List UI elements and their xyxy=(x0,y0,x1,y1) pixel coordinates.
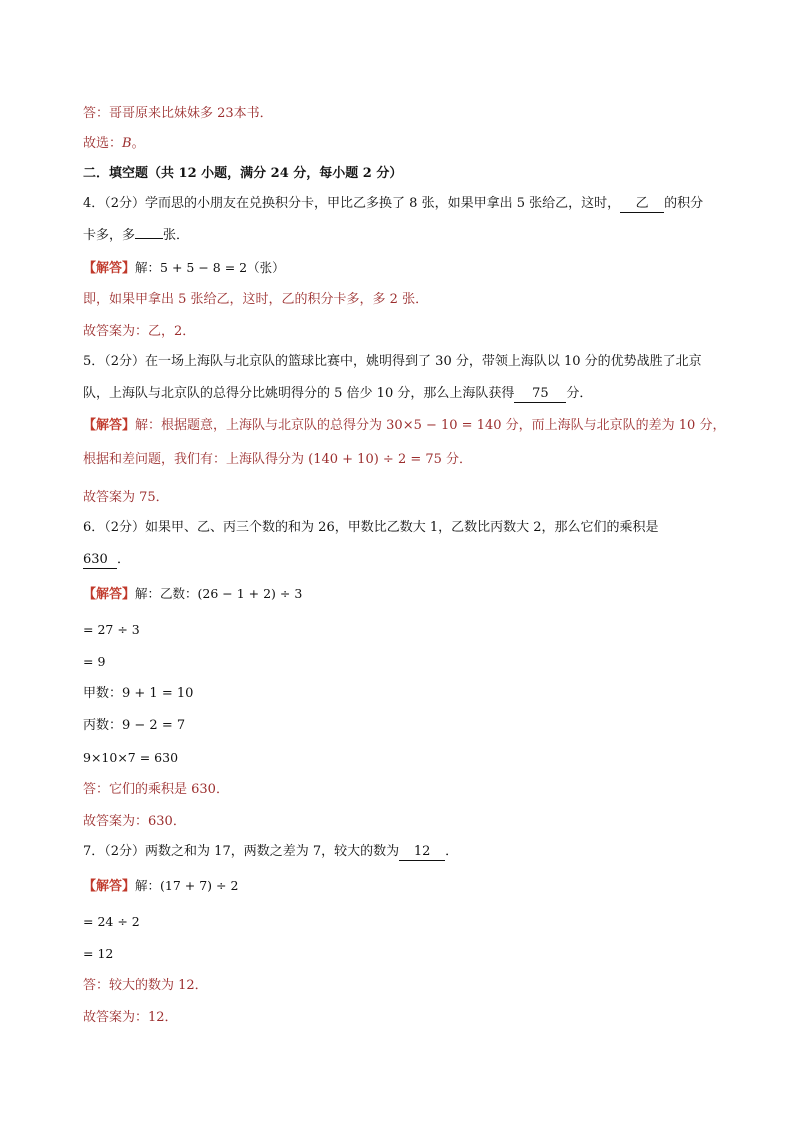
q6-answer: 故答案为：630． xyxy=(83,814,186,829)
q5-solution-line2: 根据和差问题，我们有：上海队得分为 (140 + 10) ÷ 2 = 75 分． xyxy=(83,452,473,467)
q6-blank: 630 xyxy=(83,551,117,569)
solution-tag: 【解答】 xyxy=(83,261,136,276)
q4-text-d: 张． xyxy=(163,228,190,243)
q7-blank: 12 xyxy=(399,843,445,861)
q7-text-b: ． xyxy=(445,844,459,859)
q5-text-b: 分． xyxy=(566,386,593,401)
q4-blank1: 乙 xyxy=(620,195,664,213)
solution-tag: 【解答】 xyxy=(83,587,136,602)
q7-solution xyxy=(83,876,754,897)
q6-step5: 丙数：9 − 2 = 7 xyxy=(83,718,186,733)
q5-blank: 75 xyxy=(514,385,566,403)
q7-text-a: 7．（2分）两数之和为 17，两数之差为 7，较大的数为 xyxy=(83,844,400,859)
q6-step4: 甲数：9 + 1 = 10 xyxy=(83,686,194,701)
q4-solution-text: 解：5 + 5 − 8 = 2（张） xyxy=(135,260,285,275)
q4-question-line1 xyxy=(83,194,754,214)
solution-tag: 【解答】 xyxy=(83,418,136,433)
q6-solution xyxy=(83,584,754,605)
q6-statement: 答：它们的乘积是 630． xyxy=(83,782,229,797)
q5-text-a: 队，上海队与北京队的总得分比姚明得分的 5 倍少 10 分，那么上海队获得 xyxy=(83,386,515,401)
q7-step3: = 12 xyxy=(83,946,114,961)
q7-solution-text: 解：(17 + 7) ÷ 2 xyxy=(135,878,239,893)
q6-step2: = 27 ÷ 3 xyxy=(83,622,140,637)
q4-text-c: 卡多，多 xyxy=(83,228,136,243)
answer-line-q3: 答：哥哥原来比妹妹多 23本书． xyxy=(83,106,273,121)
choice-suffix: 。 xyxy=(131,136,145,151)
q4-solution xyxy=(83,258,754,279)
q7-statement: 答：较大的数为 12． xyxy=(83,978,208,993)
q6-step6: 9×10×7 = 630 xyxy=(83,750,179,765)
q6-step3: = 9 xyxy=(83,654,106,669)
choice-letter: B xyxy=(122,136,132,151)
section-heading: 二．填空题（共 12 小题，满分 24 分，每小题 2 分） xyxy=(83,166,403,181)
q6-text-b: ． xyxy=(117,552,131,567)
q5-question-line1: 5．（2分）在一场上海队与北京队的篮球比赛中，姚明得到了 30 分，带领上海队以 10 分的优势战胜了北京 xyxy=(83,354,702,369)
q4-answer: 故答案为：乙，2． xyxy=(83,324,196,339)
q4-question-line2 xyxy=(83,226,754,246)
choice-line-q3 xyxy=(83,134,754,154)
q4-explanation: 即，如果甲拿出 5 张给乙，这时，乙的积分卡多，多 2 张． xyxy=(83,292,429,307)
q5-solution-text: 解：根据题意，上海队与北京队的总得分为 30×5 − 10 = 140 分，而上海队与北京队的差为 10 分， xyxy=(135,418,726,433)
q4-blank2 xyxy=(135,238,163,239)
q6-question-line2 xyxy=(83,550,754,570)
q7-answer: 故答案为：12． xyxy=(83,1010,178,1025)
q5-solution-line1 xyxy=(83,416,754,436)
q7-question xyxy=(83,842,754,862)
q5-answer: 故答案为 75． xyxy=(83,490,169,505)
q4-text-a: 4．（2分）学而思的小朋友在兑换积分卡，甲比乙多换了 8 张，如果甲拿出 5 张给乙，这时， xyxy=(83,196,621,211)
solution-tag: 【解答】 xyxy=(83,879,136,894)
choice-prefix: 故选： xyxy=(83,136,123,151)
q7-step2: = 24 ÷ 2 xyxy=(83,914,140,929)
q5-question-line2 xyxy=(83,384,754,404)
q6-solution-text: 解：乙数：(26 − 1 + 2) ÷ 3 xyxy=(135,586,303,601)
q4-text-b: 的积分 xyxy=(664,196,704,211)
q6-question-line1: 6．（2分）如果甲、乙、丙三个数的和为 26，甲数比乙数大 1，乙数比丙数大 2，那么它们的乘积是 xyxy=(83,520,659,535)
